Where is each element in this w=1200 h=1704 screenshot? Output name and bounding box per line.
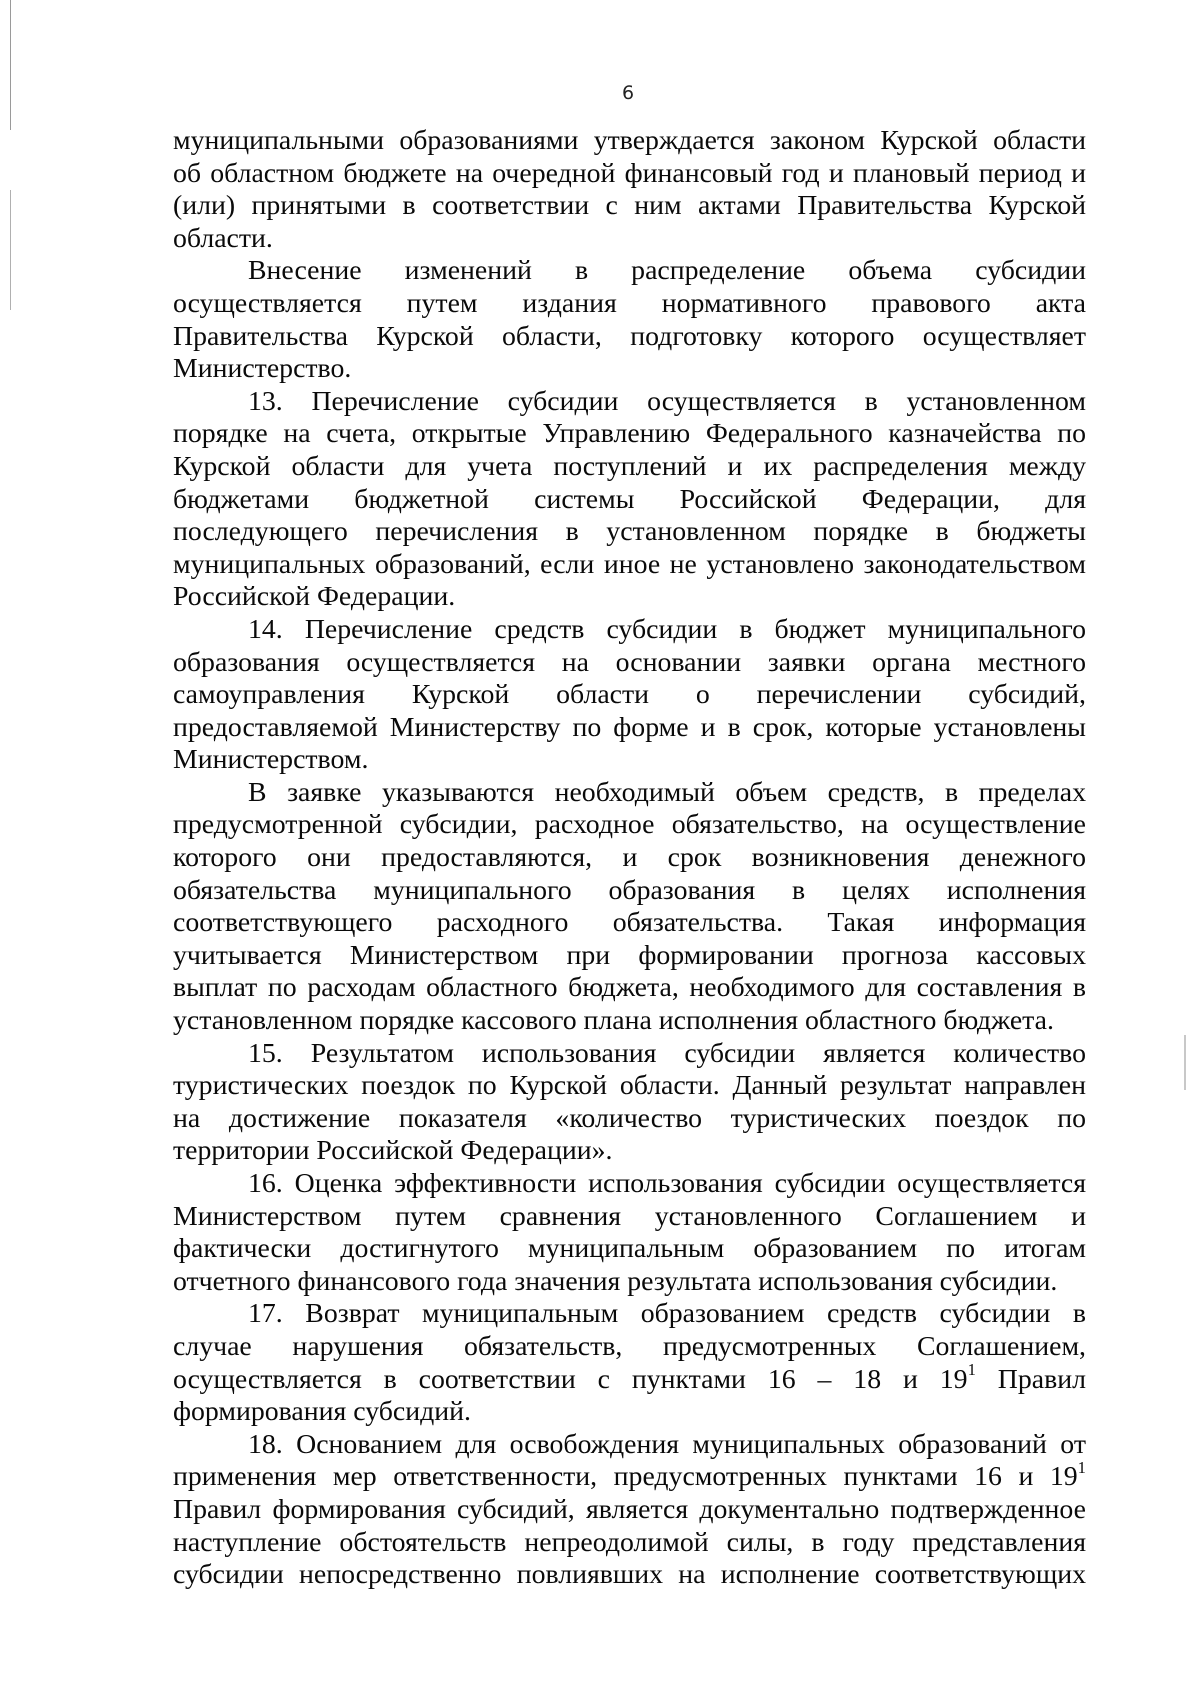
text-line bbox=[173, 1233, 1086, 1266]
text-line bbox=[173, 1429, 1086, 1462]
text-line-content: 13. Перечисление субсидии осуществляется в установленном bbox=[248, 385, 1086, 417]
text-line-content: Министерство. bbox=[173, 353, 352, 385]
text-line-content: выплат по расходам областного бюджета, необходимого для составления в bbox=[173, 972, 1086, 1004]
text-line bbox=[173, 125, 1086, 158]
text-line-content: образования осуществляется на основании заявки органа местного bbox=[173, 646, 1086, 678]
text-line-content: 14. Перечисление средств субсидии в бюджет муниципального bbox=[248, 613, 1086, 645]
text-line-content: установленном порядке кассового плана исполнения областного бюджета. bbox=[173, 1005, 1054, 1037]
text-line bbox=[173, 777, 1086, 810]
text-line-content: об областном бюджете на очередной финансовый год и плановый период и bbox=[173, 157, 1086, 189]
text-line-content: Правительства Курской области, подготовку которого осуществляет bbox=[173, 320, 1086, 352]
text-line bbox=[173, 321, 1086, 354]
text-line bbox=[173, 647, 1086, 680]
text-line bbox=[173, 288, 1086, 321]
text-line-content: формирования субсидий. bbox=[173, 1396, 471, 1428]
page-number: 6 bbox=[621, 82, 635, 104]
text-line bbox=[173, 875, 1086, 908]
text-line bbox=[173, 1168, 1086, 1201]
text-line-content: муниципальными образованиями утверждается законом Курской области bbox=[173, 125, 1086, 156]
text-line-content: Внесение изменений в распределение объема субсидии bbox=[248, 255, 1086, 287]
text-line-content: предоставляемой Министерству по форме и в срок, которые установлены bbox=[173, 711, 1086, 743]
text-line bbox=[173, 1201, 1086, 1234]
text-line-content: соответствующего расходного обязательства. Такая информация bbox=[173, 907, 1086, 939]
text-line-content: В заявке указываются необходимый объем средств, в пределах bbox=[248, 776, 1086, 808]
text-line-content: порядке на счета, открытые Управлению Федерального казначейства по bbox=[173, 418, 1086, 450]
text-line-content: (или) принятыми в соответствии с ним актами Правительства Курской bbox=[173, 190, 1086, 222]
text-line-content: 18. Основанием для освобождения муниципальных образований от bbox=[248, 1428, 1086, 1460]
text-line-content: осуществляется в соответствии с пунктами 16 – 18 и 19 bbox=[173, 1363, 968, 1395]
text-line bbox=[173, 255, 1086, 288]
text-line bbox=[173, 581, 1086, 614]
text-line-content: фактически достигнутого муниципальным образованием по итогам bbox=[173, 1233, 1086, 1265]
text-line-content: на достижение показателя «количество туристических поездок по bbox=[173, 1102, 1086, 1134]
text-line bbox=[173, 386, 1086, 419]
superscript: 1 bbox=[1077, 1457, 1086, 1477]
text-line bbox=[173, 190, 1086, 223]
text-line-content: Министерством. bbox=[173, 744, 369, 776]
text-line bbox=[173, 1135, 1086, 1168]
text-line-content: отчетного финансового года значения результата использования субсидии. bbox=[173, 1265, 1058, 1297]
text-line-content: Правил формирования субсидий, является документально подтвержденное bbox=[173, 1493, 1086, 1525]
text-line bbox=[173, 418, 1086, 451]
text-line bbox=[173, 614, 1086, 647]
text-line-content: муниципальных образований, если иное не установлено законодательством bbox=[173, 548, 1086, 580]
text-line bbox=[173, 1359, 1086, 1397]
text-line bbox=[173, 1494, 1086, 1527]
text-line bbox=[173, 712, 1086, 745]
text-line-content: Российской Федерации. bbox=[173, 581, 456, 613]
text-line-content: 15. Результатом использования субсидии является количество bbox=[248, 1037, 1086, 1069]
text-line-content: последующего перечисления в установленном порядке в бюджеты bbox=[173, 516, 1086, 548]
text-line bbox=[173, 451, 1086, 484]
text-line bbox=[173, 809, 1086, 842]
text-line bbox=[173, 1298, 1086, 1331]
text-line bbox=[173, 972, 1086, 1005]
text-line-content: применения мер ответственности, предусмотренных пунктами 16 и 19 bbox=[173, 1461, 1078, 1493]
text-line bbox=[173, 907, 1086, 940]
text-line bbox=[173, 1005, 1086, 1038]
text-line-tail: Правил bbox=[975, 1363, 1086, 1395]
text-line bbox=[173, 1457, 1086, 1494]
text-line bbox=[173, 353, 1086, 386]
text-line bbox=[173, 1559, 1086, 1592]
text-line-content: туристических поездок по Курской области. Данный результат направлен bbox=[173, 1070, 1086, 1102]
text-line bbox=[173, 744, 1086, 777]
text-line-content: бюджетами бюджетной системы Российской Федерации, для bbox=[173, 483, 1086, 515]
scan-edge-mark bbox=[1184, 1035, 1186, 1090]
text-line-content: самоуправления Курской области о перечислении субсидий, bbox=[173, 679, 1086, 711]
text-line-content: случае нарушения обязательств, предусмотренных Соглашением, bbox=[173, 1330, 1086, 1362]
text-line-content: предусмотренной субсидии, расходное обязательство, на осуществление bbox=[173, 809, 1086, 841]
document-body bbox=[173, 125, 1086, 1592]
text-line bbox=[173, 679, 1086, 712]
text-line-content: 17. Возврат муниципальным образованием средств субсидии в bbox=[248, 1298, 1086, 1330]
text-line bbox=[173, 158, 1086, 191]
text-line-content: осуществляется путем издания нормативного правового акта bbox=[173, 287, 1086, 319]
text-line bbox=[173, 1527, 1086, 1560]
text-line-content: которого они предоставляются, и срок возникновения денежного bbox=[173, 842, 1086, 874]
text-line bbox=[173, 1331, 1086, 1364]
text-line-content: 16. Оценка эффективности использования субсидии осуществляется bbox=[248, 1168, 1086, 1199]
text-line bbox=[173, 1396, 1086, 1429]
text-line bbox=[173, 549, 1086, 582]
text-line bbox=[173, 1038, 1086, 1071]
text-line bbox=[173, 940, 1086, 973]
text-line-content: области. bbox=[173, 222, 273, 254]
text-line-content: обязательства муниципального образования в целях исполнения bbox=[173, 874, 1086, 906]
text-line bbox=[173, 1266, 1086, 1299]
text-line-content: территории Российской Федерации». bbox=[173, 1135, 613, 1167]
text-line bbox=[173, 484, 1086, 517]
text-line bbox=[173, 1103, 1086, 1136]
text-line bbox=[173, 516, 1086, 549]
scan-edge-mark bbox=[10, 0, 11, 130]
text-line bbox=[173, 223, 1086, 256]
text-line-content: Министерством путем сравнения установленного Соглашением и bbox=[173, 1200, 1086, 1232]
text-line bbox=[173, 1070, 1086, 1103]
scan-edge-mark bbox=[10, 190, 11, 310]
text-line-content: субсидии непосредственно повлиявших на исполнение соответствующих bbox=[173, 1559, 1086, 1591]
text-line-content: Курской области для учета поступлений и их распределения между bbox=[173, 450, 1086, 482]
text-line bbox=[173, 842, 1086, 875]
text-line-content: наступление обстоятельств непреодолимой силы, в году представления bbox=[173, 1526, 1086, 1558]
superscript: 1 bbox=[967, 1359, 976, 1379]
text-line-content: учитывается Министерством при формировании прогноза кассовых bbox=[173, 939, 1086, 971]
